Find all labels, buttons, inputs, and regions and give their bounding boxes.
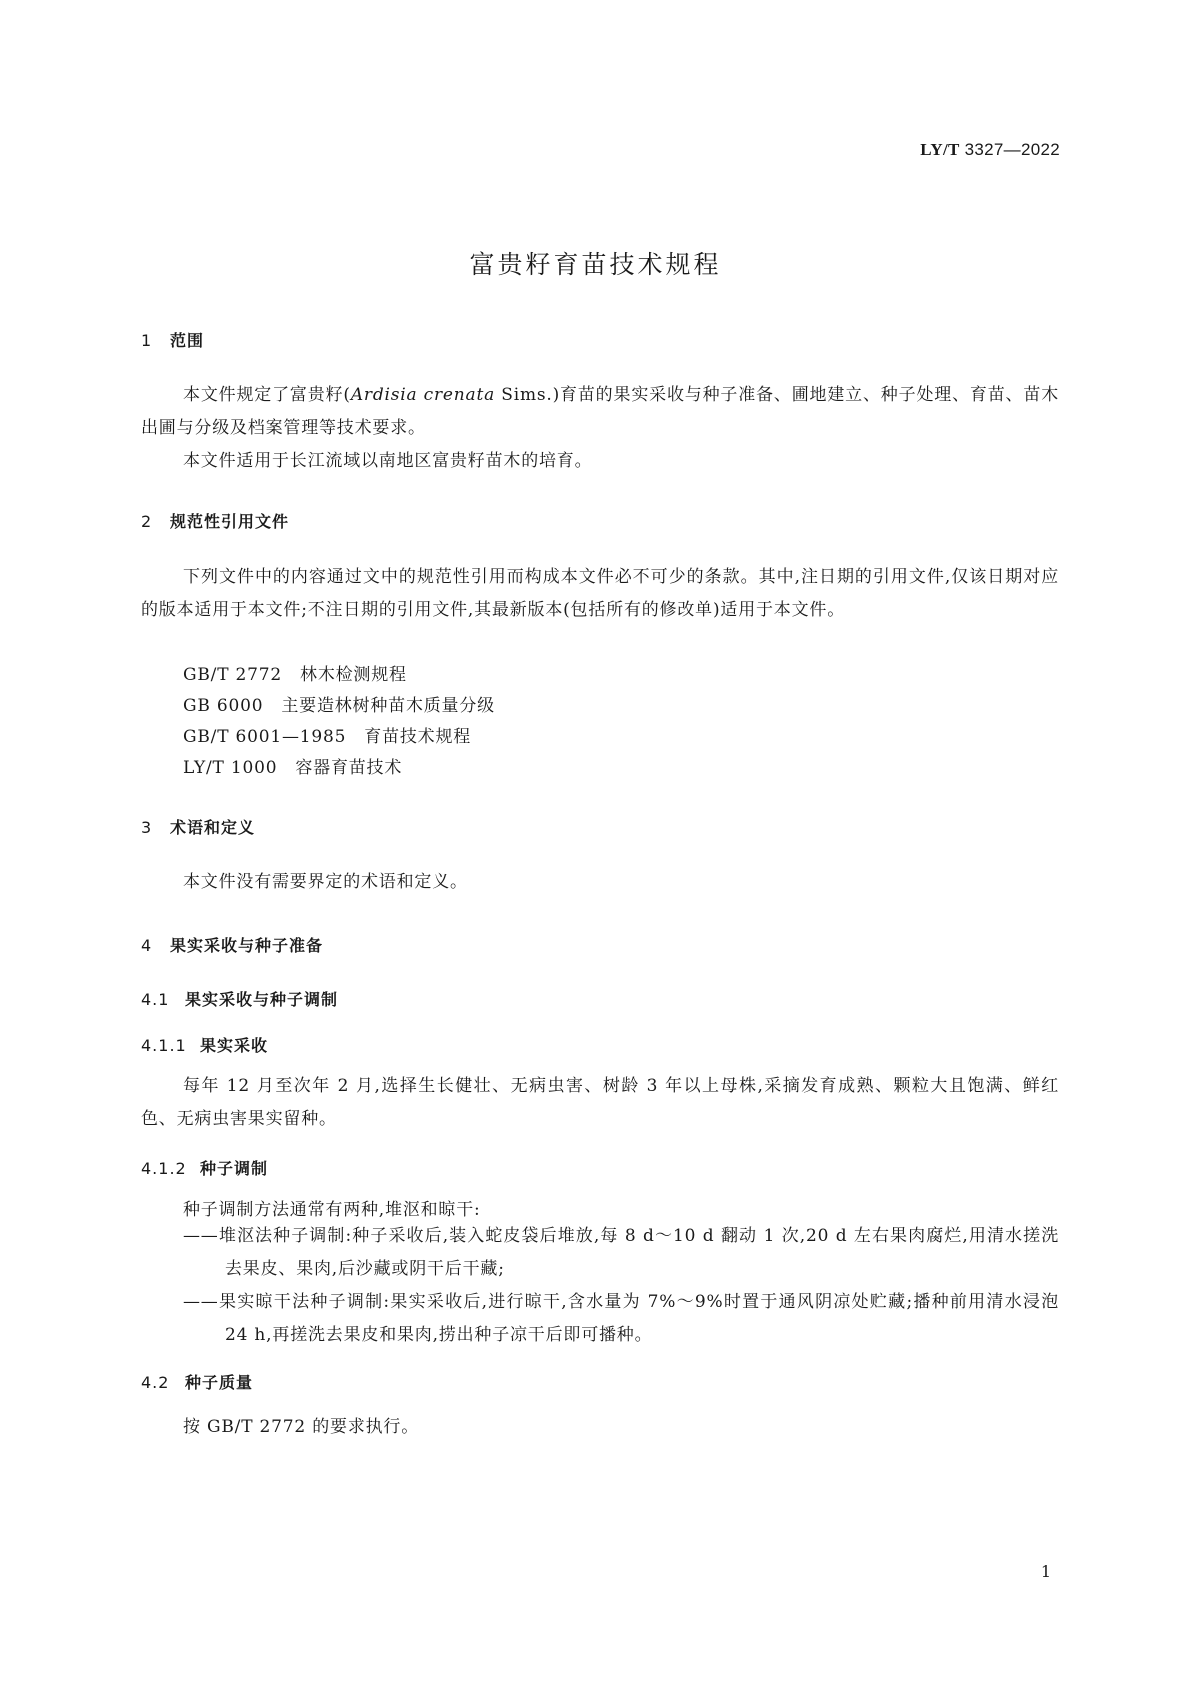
reference-name: 育苗技术规程 (364, 727, 472, 747)
standard-prefix: LY/T (920, 140, 960, 159)
section-title: 术语和定义 (170, 818, 256, 837)
section-number: 4.1.1 (141, 1036, 187, 1055)
section-4-1-heading (141, 987, 338, 1010)
section-title: 果实采收 (200, 1036, 269, 1055)
reference-name: 林木检测规程 (300, 665, 407, 685)
standard-number: 3327—2022 (964, 140, 1060, 159)
document-title: 富贵籽育苗技术规程 (469, 250, 722, 279)
list-item: ——果实晾干法种子调制:果实采收后,进行晾干,含水量为 7%～9%时置于通风阴凉处贮藏;播种前用清水浸泡 24 h,再搓洗去果皮和果肉,捞出种子凉干后即可播种。 (183, 1292, 1059, 1345)
section-number: 3 (141, 818, 153, 837)
section-1-paragraph-1: 本文件规定了富贵籽(Ardisia crenata Sims.)育苗的果实采收与种子准备、圃地建立、种子处理、育苗、苗木出圃与分级及档案管理等技术要求。 (141, 385, 1059, 438)
section-number: 4.1.2 (141, 1159, 187, 1178)
reference-name: 容器育苗技术 (295, 758, 403, 778)
section-2-heading (141, 509, 289, 532)
standard-code (920, 140, 1060, 160)
section-title: 果实采收与种子准备 (170, 936, 324, 955)
section-title: 范围 (170, 331, 205, 350)
section-number: 4.2 (141, 1373, 170, 1392)
reference-code: LY/T 1000 (183, 758, 278, 778)
reference-code: GB/T 2772 (183, 665, 283, 685)
reference-item (183, 722, 471, 747)
section-4-1-2-intro: 种子调制方法通常有两种,堆沤和晾干: (183, 1200, 481, 1220)
section-2-paragraph-1: 下列文件中的内容通过文中的规范性引用而构成本文件必不可少的条款。其中,注日期的引用文件,仅该日期对应的版本适用于本文件;不注日期的引用文件,其最新版本(包括所有的修改单)适用于本文件。 (141, 567, 1059, 620)
list-item: ——堆沤法种子调制:种子采收后,装入蛇皮袋后堆放,每 8 d～10 d 翻动 1 次,20 d 左右果肉腐烂,用清水搓洗去果皮、果肉,后沙藏或阴干后干藏; (183, 1226, 1059, 1279)
section-title: 果实采收与种子调制 (185, 990, 339, 1009)
section-3-paragraph-1: 本文件没有需要界定的术语和定义。 (183, 872, 468, 892)
section-4-1-1-paragraph: 每年 12 月至次年 2 月,选择生长健壮、无病虫害、树龄 3 年以上母株,采摘发育成熟、颗粒大且饱满、鲜红色、无病虫害果实留种。 (141, 1076, 1059, 1129)
section-number: 4.1 (141, 990, 170, 1009)
reference-code: GB 6000 (183, 696, 264, 716)
reference-code: GB/T 6001—1985 (183, 727, 347, 747)
section-4-1-2-heading (141, 1156, 268, 1179)
section-1-paragraph-2: 本文件适用于长江流域以南地区富贵籽苗木的培育。 (183, 451, 593, 471)
page-number: 1 (1040, 1562, 1051, 1581)
reference-item (183, 753, 402, 778)
section-number: 2 (141, 512, 153, 531)
section-4-1-1-heading (141, 1033, 268, 1056)
section-4-2-paragraph: 按 GB/T 2772 的要求执行。 (183, 1417, 420, 1437)
section-title: 规范性引用文件 (170, 512, 290, 531)
section-3-heading (141, 815, 255, 838)
section-title: 种子质量 (185, 1373, 254, 1392)
section-4-heading (141, 933, 323, 956)
reference-item (183, 660, 407, 685)
latin-name: Ardisia crenata (350, 385, 496, 405)
reference-item (183, 691, 495, 716)
section-title: 种子调制 (200, 1159, 269, 1178)
section-number: 4 (141, 936, 153, 955)
section-number: 1 (141, 331, 153, 350)
reference-name: 主要造林树种苗木质量分级 (281, 696, 495, 716)
section-1-heading (141, 328, 204, 351)
section-4-2-heading (141, 1370, 253, 1393)
